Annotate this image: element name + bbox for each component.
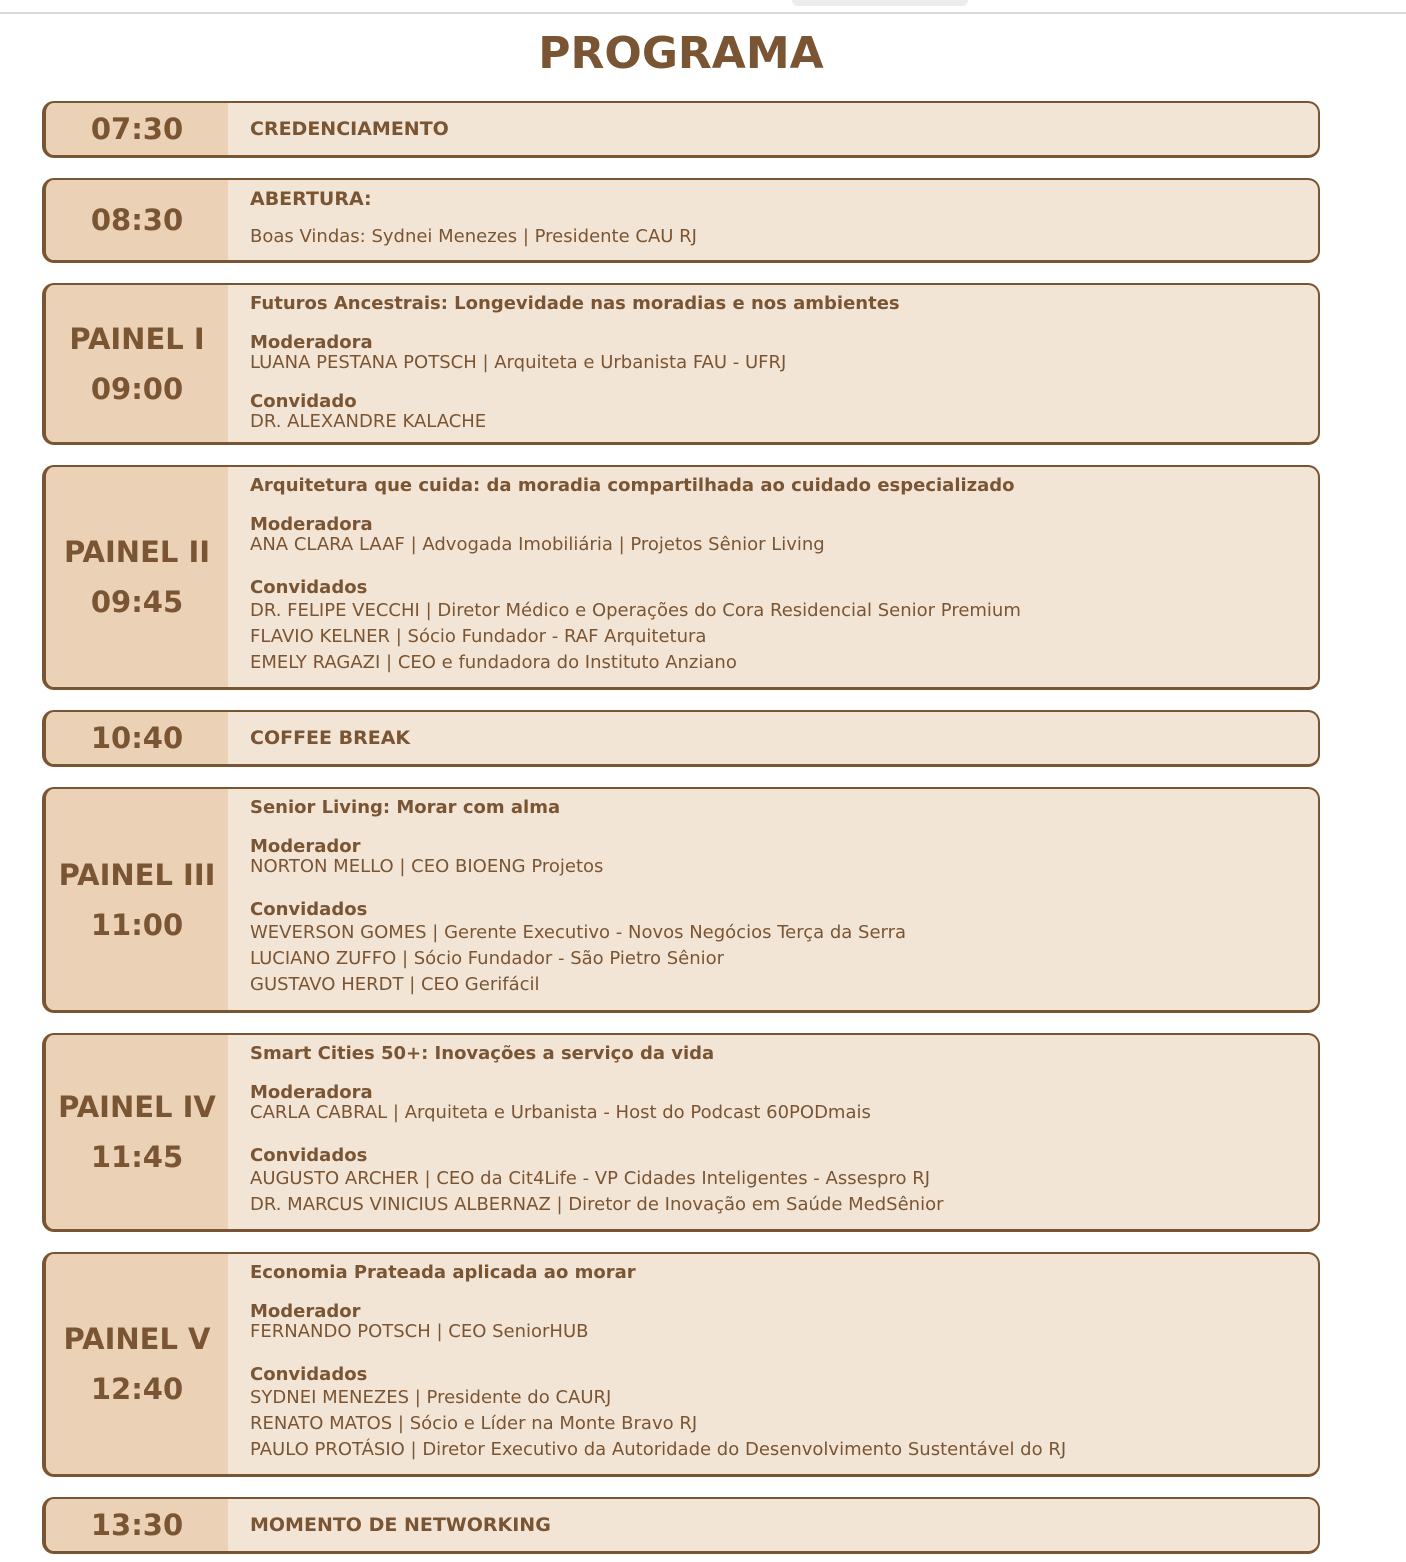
- guest-name: EMELY RAGAZI | CEO e fundadora do Instituto Anziano: [250, 652, 737, 673]
- guest-name: DR. ALEXANDRE KALACHE: [250, 411, 487, 432]
- row-content: [250, 285, 1308, 442]
- time-label: 11:00: [90, 907, 184, 942]
- moderator-name: LUANA PESTANA POTSCH | Arquiteta e Urbanista FAU - UFRJ: [250, 352, 787, 373]
- row-label: COFFEE BREAK: [250, 727, 411, 749]
- panel-headline: Futuros Ancestrais: Longevidade nas moradias e nos ambientes: [250, 293, 900, 314]
- panel-row: [42, 283, 1320, 445]
- page-title: PROGRAMA: [538, 28, 824, 79]
- row-content: [250, 1035, 1308, 1229]
- time-label: 07:30: [90, 111, 184, 146]
- time-label: 13:30: [90, 1507, 184, 1542]
- schedule-row: [42, 710, 1320, 767]
- panel-name: PAINEL V: [63, 1322, 211, 1356]
- guests-role: Convidados: [250, 577, 368, 598]
- panel-cell: [46, 467, 228, 687]
- moderator-role: Moderador: [250, 1301, 361, 1322]
- panel-headline: Senior Living: Morar com alma: [250, 797, 561, 818]
- row-label: ABERTURA:: [250, 188, 372, 210]
- guests-role: Convidado: [250, 391, 357, 412]
- panel-name: PAINEL IV: [58, 1090, 216, 1124]
- row-content: [250, 789, 1308, 1010]
- time-label: 11:45: [90, 1140, 184, 1174]
- time-label: 12:40: [90, 1372, 184, 1406]
- moderator-name: NORTON MELLO | CEO BIOENG Projetos: [250, 856, 604, 877]
- panel-name: PAINEL II: [63, 535, 211, 569]
- scroll-tab: [792, 0, 968, 6]
- panel-row: [42, 787, 1320, 1013]
- row-content: [250, 1499, 1308, 1551]
- moderator-role: Moderadora: [250, 332, 373, 353]
- panel-headline: Arquitetura que cuida: da moradia compartilhada ao cuidado especializado: [250, 475, 1015, 496]
- moderator-name: FERNANDO POTSCH | CEO SeniorHUB: [250, 1321, 589, 1342]
- time-label: 08:30: [90, 202, 184, 237]
- browser-divider: [0, 12, 1406, 14]
- panel-cell: [46, 789, 228, 1010]
- time-cell: [46, 103, 228, 155]
- guest-name: FLAVIO KELNER | Sócio Fundador - RAF Arquitetura: [250, 626, 707, 647]
- guest-name: DR. MARCUS VINICIUS ALBERNAZ | Diretor de Inovação em Saúde MedSênior: [250, 1194, 944, 1215]
- time-cell: [46, 712, 228, 764]
- guests-role: Convidados: [250, 1364, 368, 1385]
- guest-name: GUSTAVO HERDT | CEO Gerifácil: [250, 974, 540, 995]
- guest-name: PAULO PROTÁSIO | Diretor Executivo da Autoridade do Desenvolvimento Sustentável do RJ: [250, 1439, 1067, 1460]
- panel-row: [42, 465, 1320, 690]
- time-label: 09:45: [90, 585, 184, 619]
- guests-role: Convidados: [250, 899, 368, 920]
- moderator-role: Moderadora: [250, 514, 373, 535]
- panel-cell: [46, 1254, 228, 1474]
- guest-name: SYDNEI MENEZES | Presidente do CAURJ: [250, 1387, 612, 1408]
- panel-name: PAINEL I: [69, 321, 205, 356]
- panel-cell: [46, 285, 228, 442]
- row-label: CREDENCIAMENTO: [250, 118, 449, 140]
- moderator-name: ANA CLARA LAAF | Advogada Imobiliária | Projetos Sênior Living: [250, 534, 825, 555]
- panel-headline: Smart Cities 50+: Inovações a serviço da vida: [250, 1043, 715, 1064]
- moderator-role: Moderador: [250, 836, 361, 857]
- time-cell: [46, 1499, 228, 1551]
- row-content: [250, 1254, 1308, 1474]
- row-label: MOMENTO DE NETWORKING: [250, 1514, 551, 1536]
- schedule-row: [42, 178, 1320, 263]
- moderator-name: CARLA CABRAL | Arquiteta e Urbanista - Host do Podcast 60PODmais: [250, 1102, 871, 1123]
- guest-name: RENATO MATOS | Sócio e Líder na Monte Bravo RJ: [250, 1413, 698, 1434]
- guest-name: WEVERSON GOMES | Gerente Executivo - Novos Negócios Terça da Serra: [250, 922, 907, 943]
- time-label: 09:00: [90, 371, 184, 406]
- row-sub: Boas Vindas: Sydnei Menezes | Presidente CAU RJ: [250, 226, 697, 247]
- moderator-role: Moderadora: [250, 1082, 373, 1103]
- row-content: [250, 712, 1308, 764]
- guest-name: DR. FELIPE VECCHI | Diretor Médico e Operações do Cora Residencial Senior Premium: [250, 600, 1021, 621]
- row-content: [250, 467, 1308, 687]
- guest-name: AUGUSTO ARCHER | CEO da Cit4Life - VP Cidades Inteligentes - Assespro RJ: [250, 1168, 931, 1189]
- row-content: [250, 180, 1308, 260]
- panel-row: [42, 1033, 1320, 1232]
- time-cell: [46, 180, 228, 260]
- schedule-row: [42, 1497, 1320, 1554]
- panel-cell: [46, 1035, 228, 1229]
- panel-row: [42, 1252, 1320, 1477]
- panel-name: PAINEL III: [58, 857, 216, 892]
- row-content: [250, 103, 1308, 155]
- schedule-row: [42, 101, 1320, 158]
- guests-role: Convidados: [250, 1145, 368, 1166]
- guest-name: LUCIANO ZUFFO | Sócio Fundador - São Pietro Sênior: [250, 948, 725, 969]
- panel-headline: Economia Prateada aplicada ao morar: [250, 1262, 636, 1283]
- time-label: 10:40: [90, 720, 184, 755]
